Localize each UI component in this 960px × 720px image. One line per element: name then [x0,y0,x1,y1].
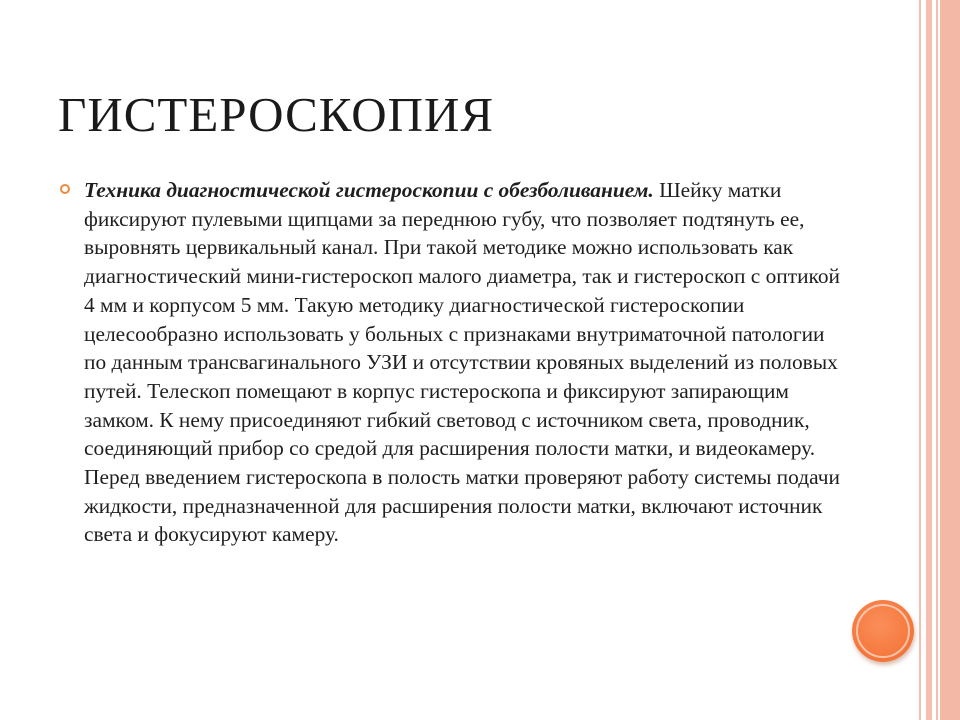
right-border-stripe [919,0,921,720]
ring-bullet-icon [60,184,70,194]
orange-circle-decoration-icon [852,600,914,662]
bullet-lead-text: Техника диагностической гистероскопии с обезболиванием. [84,178,654,202]
slide-title: ГИСТЕРОСКОПИЯ [58,87,495,142]
right-border-stripe [940,0,960,720]
bullet-paragraph [84,176,844,549]
bullet-body-text: Шейку матки фиксируют пулевыми щипцами за переднюю губу, что позволяет подтянуть ее, выровнять цервикальный канал. При такой методике можно использовать как диагностический мини-гистероскоп малого диаметра, так и гистероскоп с оптикой 4 мм и корпусом 5 мм. Такую методику диагностической гистероскопии целесообразно использовать у больных с признаками внутриматочной патологии по данным трансвагинального УЗИ и отсутствии кровяных выделений из половых путей. Телескоп помещают в корпус гистероскопа и фиксируют запирающим замком. К нему присоединяют гибкий световод с источником света, проводник, соединяющий прибор со средой для расширения полости матки, и видеокамеру. Перед введением гистероскопа в полость матки проверяют работу системы подачи жидкости, предназначенной для расширения полости матки, включают источник света и фокусируют камеру. [84,178,840,547]
right-border-stripe [936,0,938,720]
right-border-stripe [926,0,932,720]
